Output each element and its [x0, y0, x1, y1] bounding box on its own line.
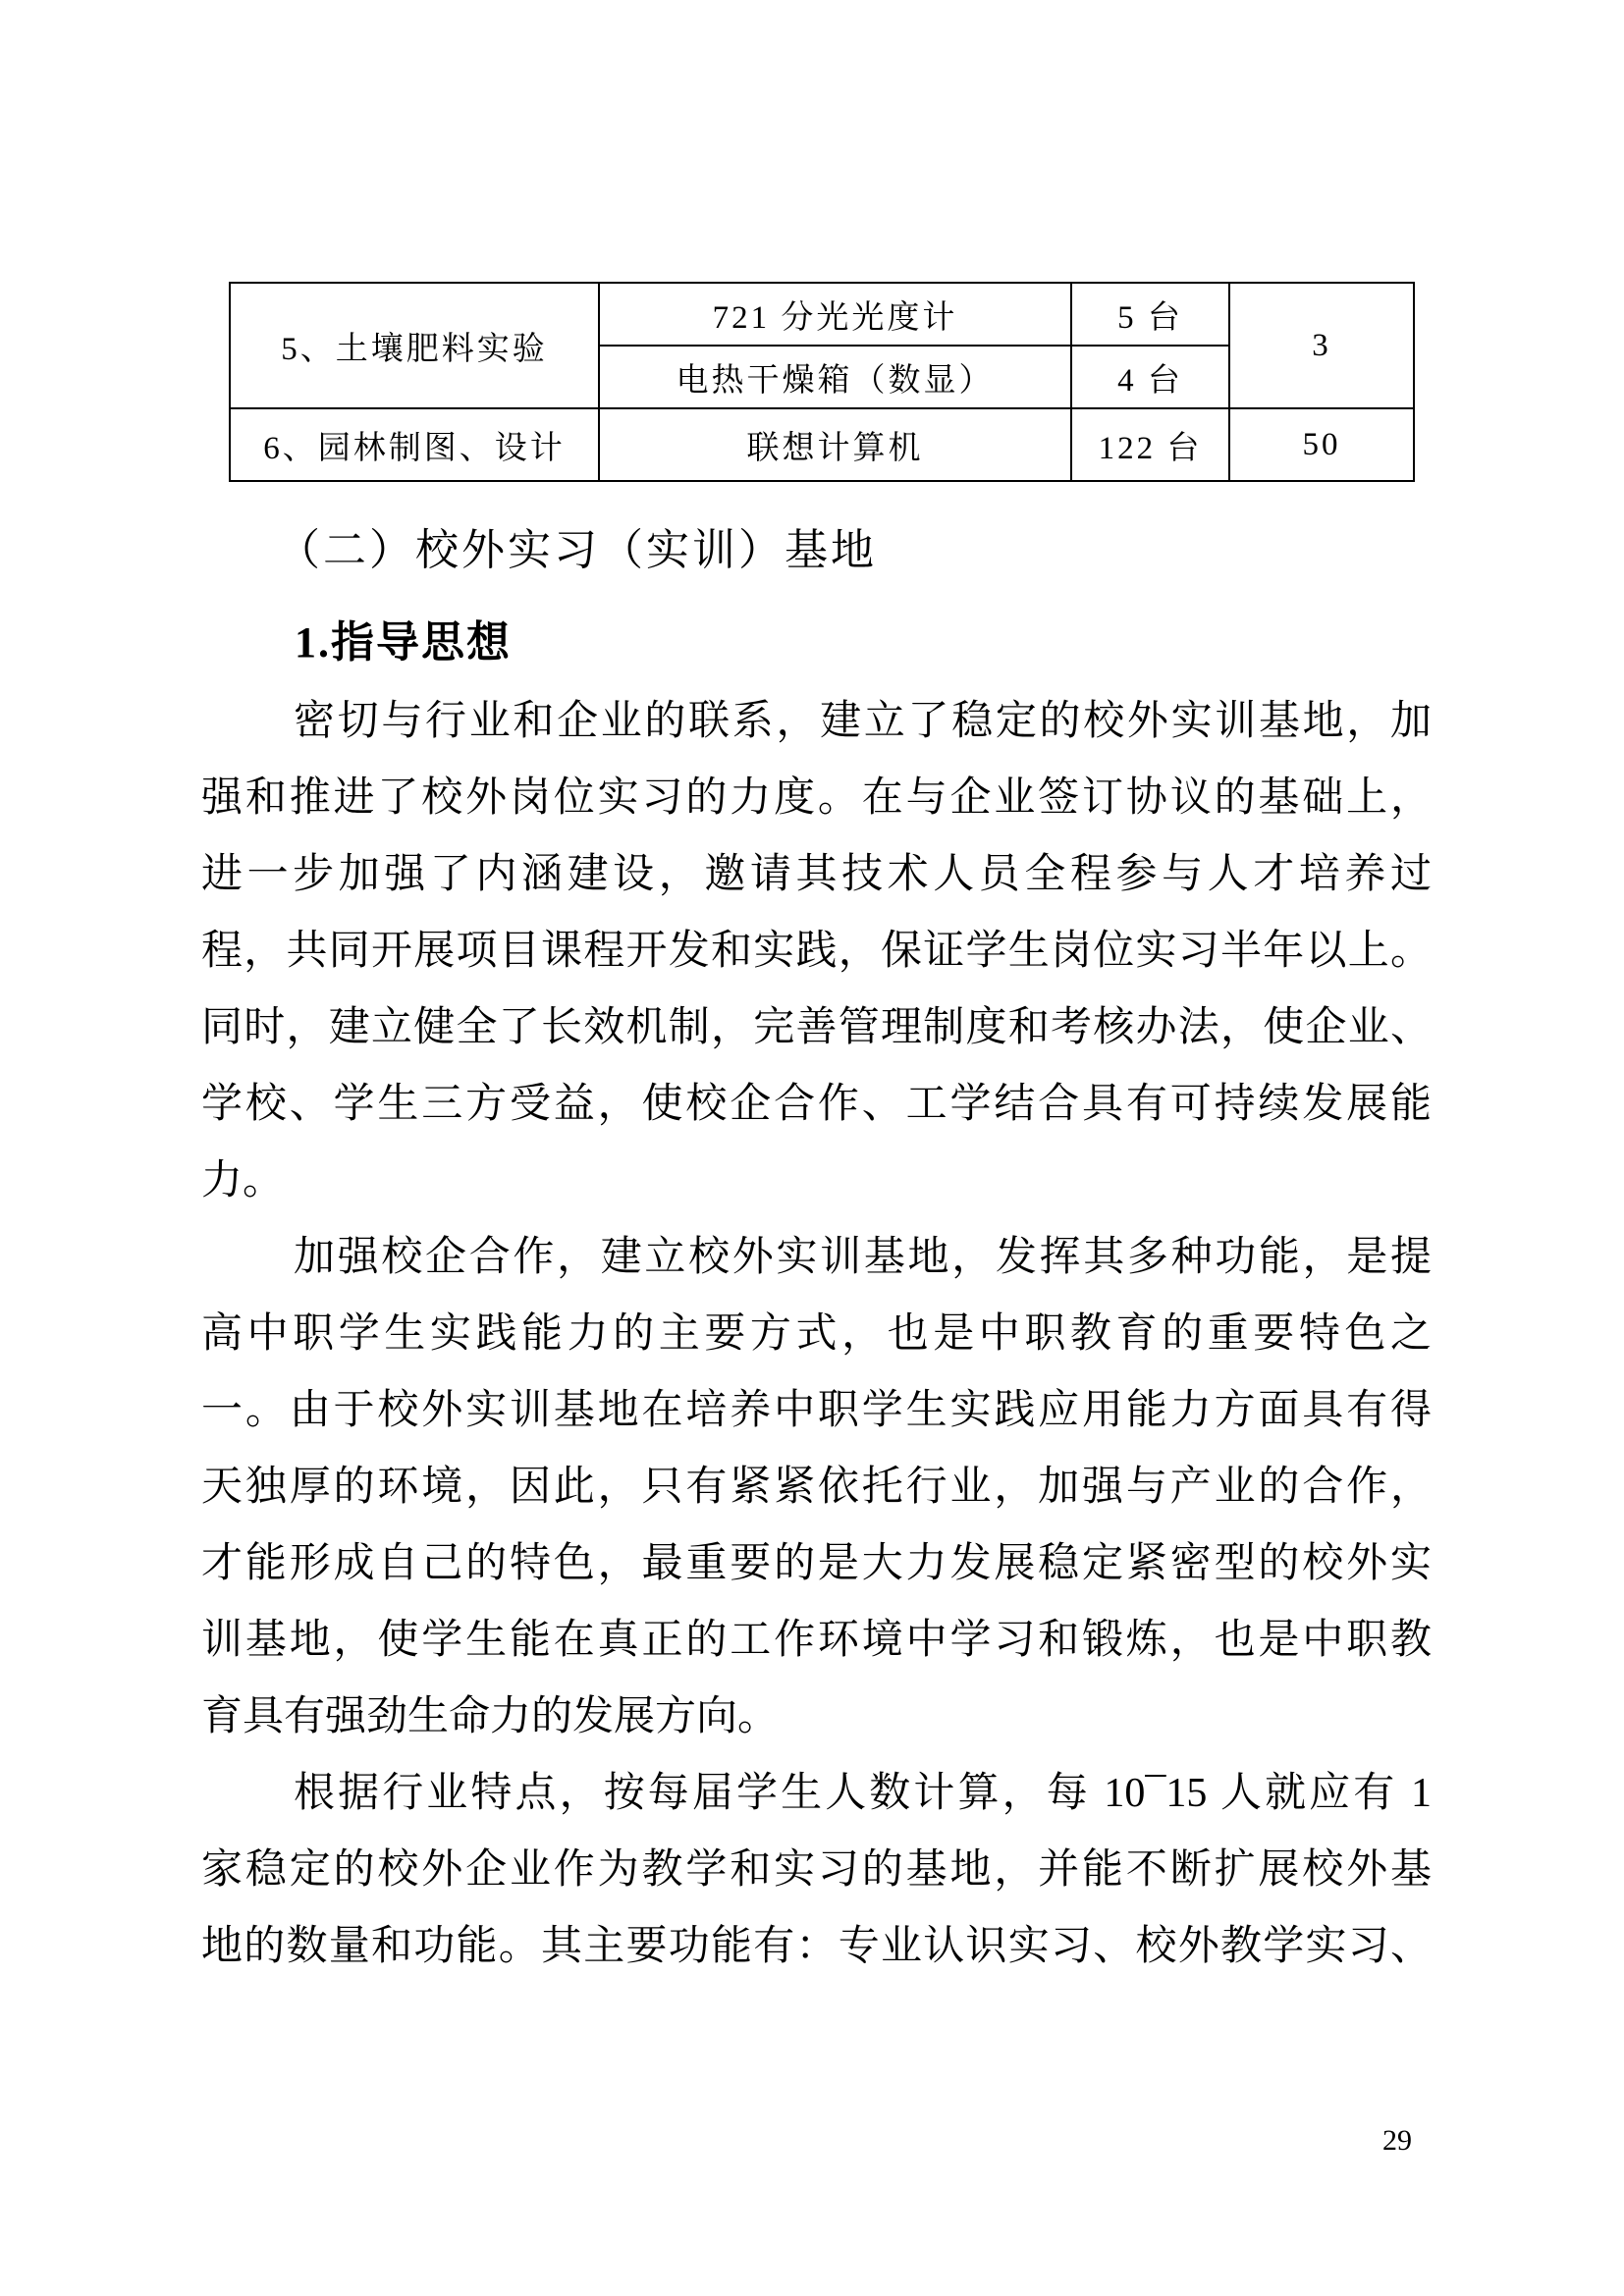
table-cell: 联想计算机 — [599, 408, 1071, 481]
body-line: 家稳定的校外企业作为教学和实习的基地，并能不断扩展校外基 — [201, 1847, 1432, 1893]
body-line: 高中职学生实践能力的主要方式，也是中职教育的重要特色之 — [201, 1311, 1432, 1357]
table-cell: 122 台 — [1071, 408, 1229, 481]
table-cell: 4 台 — [1071, 346, 1229, 408]
body-line: 力。 — [201, 1158, 285, 1203]
body-line: 根据行业特点，按每届学生人数计算，每 10¯15 人就应有 1 — [294, 1771, 1432, 1816]
table-cell: 50 — [1229, 408, 1414, 481]
body-line: 一。由于校外实训基地在培养中职学生实践应用能力方面具有得 — [201, 1388, 1432, 1433]
body-line: 训基地，使学生能在真正的工作环境中学习和锻炼，也是中职教 — [201, 1618, 1432, 1663]
table-cell: 6、园林制图、设计 — [230, 408, 599, 481]
section-heading: （二）校外实习（实训）基地 — [277, 526, 877, 574]
paragraph — [201, 683, 1432, 1219]
page-number: 29 — [1382, 2124, 1412, 2157]
body-line: 进一步加强了内涵建设，邀请其技术人员全程参与人才培养过 — [201, 852, 1432, 897]
body-line: 同时，建立健全了长效机制，完善管理制度和考核办法，使企业、 — [201, 1005, 1432, 1050]
body-line: 强和推进了校外岗位实习的力度。在与企业签订协议的基础上， — [201, 775, 1432, 821]
subsection-heading: 1.指导思想 — [295, 618, 512, 667]
equipment-table-body — [230, 283, 1414, 481]
body-line: 才能形成自己的特色，最重要的是大力发展稳定紧密型的校外实 — [201, 1541, 1432, 1586]
table-cell: 5、土壤肥料实验 — [230, 283, 599, 408]
table-row — [230, 408, 1414, 481]
table-cell: 5 台 — [1071, 283, 1229, 346]
body-line: 地的数量和功能。其主要功能有：专业认识实习、校外教学实习、 — [201, 1924, 1432, 1969]
body-line: 天独厚的环境，因此，只有紧紧依托行业，加强与产业的合作， — [201, 1465, 1432, 1510]
body-text — [201, 683, 1432, 1985]
body-line: 学校、学生三方受益，使校企合作、工学结合具有可持续发展能 — [201, 1082, 1432, 1127]
paragraph — [201, 1219, 1432, 1755]
equipment-table — [229, 282, 1415, 482]
body-line: 育具有强劲生命力的发展方向。 — [201, 1694, 780, 1739]
body-line: 加强校企合作，建立校外实训基地，发挥其多种功能，是提 — [294, 1235, 1432, 1280]
table-cell: 电热干燥箱（数显） — [599, 346, 1071, 408]
table-cell: 721 分光光度计 — [599, 283, 1071, 346]
body-line: 密切与行业和企业的联系，建立了稳定的校外实训基地，加 — [294, 699, 1432, 744]
paragraph — [201, 1755, 1432, 1985]
table-row — [230, 283, 1414, 346]
body-line: 程，共同开展项目课程开发和实践，保证学生岗位实习半年以上。 — [201, 929, 1432, 974]
table-cell: 3 — [1229, 283, 1414, 408]
